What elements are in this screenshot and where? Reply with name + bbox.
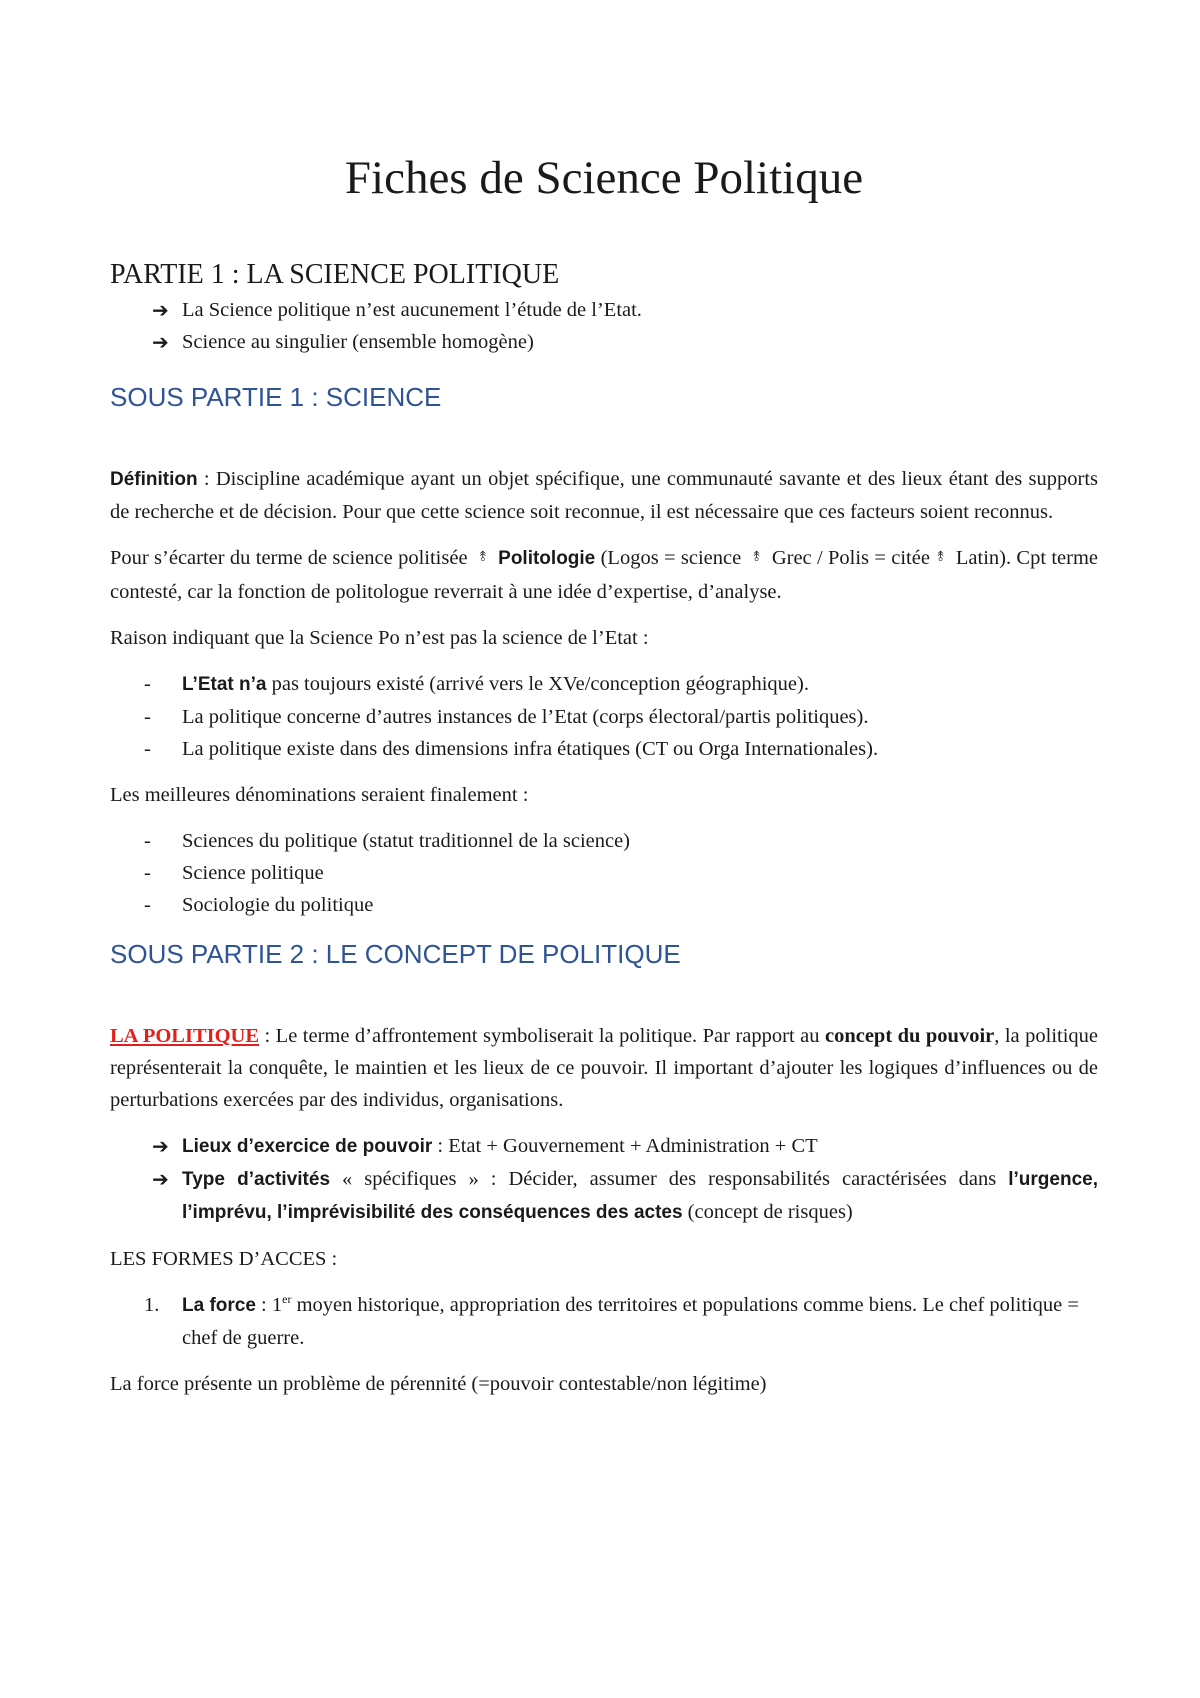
list-item: 1. La force : 1er moyen historique, appropriation des territoires et populations comme biens. Le chef politique = chef de guerre. [144, 1292, 1079, 1350]
raison-list [110, 668, 1098, 765]
arrow-icon: ➔ [152, 1167, 169, 1192]
list-item: ➔ La Science politique n’est aucunement l’étude de l’Etat. [110, 294, 1098, 326]
document-title: Fiches de Science Politique [344, 152, 864, 204]
formes-list [110, 1289, 1098, 1354]
politique-bullets [110, 1130, 1098, 1229]
symbol-icon: ⥉ [937, 549, 944, 566]
document-page [110, 150, 1098, 1400]
list-item: - L’Etat n’a pas toujours existé (arrivé vers le XVe/conception géographique). [144, 673, 809, 696]
formes-acces-heading: LES FORMES D’ACCES : [110, 1248, 338, 1271]
partie-1-heading: PARTIE 1 : LA SCIENCE POLITIQUE [110, 259, 560, 291]
la-politique-paragraph: LA POLITIQUE : Le terme d’affrontement symboliserait la politique. Par rapport au concept du pouvoir, la politique représenterait la conquête, le maintien et les lieux de ce pouvoir. Il important d’ajouter les logiques d’influences ou de perturbations exercées par des individus, organisations. [110, 1025, 1099, 1112]
sous-partie-1-heading: SOUS PARTIE 1 : SCIENCE [110, 381, 442, 412]
arrow-icon: ➔ [152, 329, 169, 354]
raison-intro: Raison indiquant que la Science Po n’est pas la science de l’Etat : [110, 627, 649, 650]
list-item: - Science politique [144, 862, 324, 885]
arrow-icon: ➔ [152, 1134, 169, 1159]
list-item: ➔ Lieux d’exercice de pouvoir : Etat + Gouvernement + Administration + CT [110, 1130, 1098, 1163]
partie-1-bullets [110, 294, 1098, 358]
la-politique-label: LA POLITIQUE [110, 1025, 260, 1048]
list-item: - La politique existe dans des dimensions infra étatiques (CT ou Orga Internationales). [144, 738, 879, 761]
sous-partie-2-heading: SOUS PARTIE 2 : LE CONCEPT DE POLITIQUE [110, 939, 681, 970]
definition-label: Définition [110, 469, 198, 491]
list-item: ➔ Science au singulier (ensemble homogène) [110, 326, 1098, 358]
list-item: - Sociologie du politique [144, 894, 374, 917]
definition-paragraph: Définition : Discipline académique ayant un objet spécifique, une communauté savante et des lieux étant des supports de recherche et de décision. Pour que cette science soit reconnue, il est nécessaire que ces facteurs soient reconnus. [110, 468, 1098, 524]
list-item: - La politique concerne d’autres instances de l’Etat (corps électoral/partis politiques). [144, 706, 869, 729]
denominations-list [110, 825, 1098, 921]
politologie-paragraph: Pour s’écarter du terme de science politisée ⥉ Politologie (Logos = science ⥉ Grec / Polis = citée ⥉ Latin). Cpt terme contesté, car la fonction de politologue reverrait à une idée d’expertise, d’analyse. [110, 542, 1098, 608]
symbol-icon: ⥉ [753, 549, 760, 566]
arrow-icon: ➔ [152, 297, 169, 322]
symbol-icon: ⥉ [479, 549, 487, 566]
politologie-term: Politologie [498, 548, 596, 570]
list-item: ➔ Type d’activités « spécifiques » : Décider, assumer des responsabilités caractérisées dans l’urgence, l’imprévu, l’imprévisibilité des conséquences des actes (concept de risques) [110, 1163, 1098, 1229]
denominations-intro: Les meilleures dénominations seraient finalement : [110, 784, 529, 807]
list-item: - Sciences du politique (statut traditionnel de la science) [144, 830, 631, 853]
force-note: La force présente un problème de pérennité (=pouvoir contestable/non légitime) [110, 1373, 767, 1396]
